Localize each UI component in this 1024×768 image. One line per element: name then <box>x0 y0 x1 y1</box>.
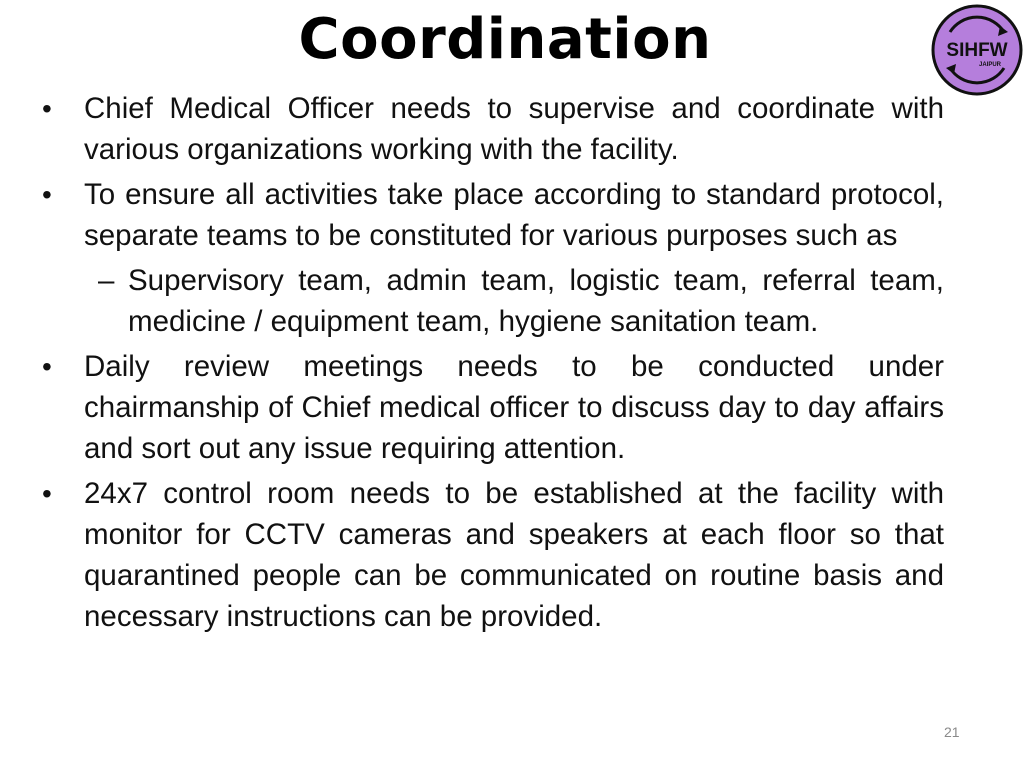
bullet-item <box>38 473 944 637</box>
bullet-marker: • <box>42 93 52 124</box>
sub-bullet-text: Supervisory team, admin team, logistic team, referral team, medicine / equipment team, hygiene sanitation team. <box>128 264 944 338</box>
bullet-marker: • <box>42 179 52 210</box>
logo-text: SIHFW <box>946 40 1008 61</box>
page-number: 21 <box>944 724 960 740</box>
bullet-item <box>38 174 944 256</box>
bullet-text: Daily review meetings needs to be conducted under chairmanship of Chief medical officer to discuss day to day affairs and sort out any issue requiring attention. <box>84 350 944 465</box>
bullet-marker: • <box>42 478 52 509</box>
bullet-text: 24x7 control room needs to be established at the facility with monitor for CCTV cameras and speakers at each floor so that quarantined people can be communicated on routine basis and necessary instructions can be provided. <box>84 477 944 633</box>
bullet-list <box>38 84 944 637</box>
sub-bullet-item <box>38 260 944 342</box>
bullet-item <box>38 346 944 469</box>
bullet-item <box>38 88 944 170</box>
slide-title: Coordination <box>298 7 712 72</box>
logo-subtext: JAIPUR <box>978 62 1002 68</box>
bullet-text: Chief Medical Officer needs to supervise and coordinate with various organizations working with the facility. <box>84 92 944 166</box>
bullet-text: To ensure all activities take place according to standard protocol, separate teams to be constituted for various purposes such as <box>84 178 944 252</box>
bullet-marker: • <box>42 351 52 382</box>
dash-marker: – <box>98 264 115 297</box>
sihfw-logo <box>930 2 1024 98</box>
